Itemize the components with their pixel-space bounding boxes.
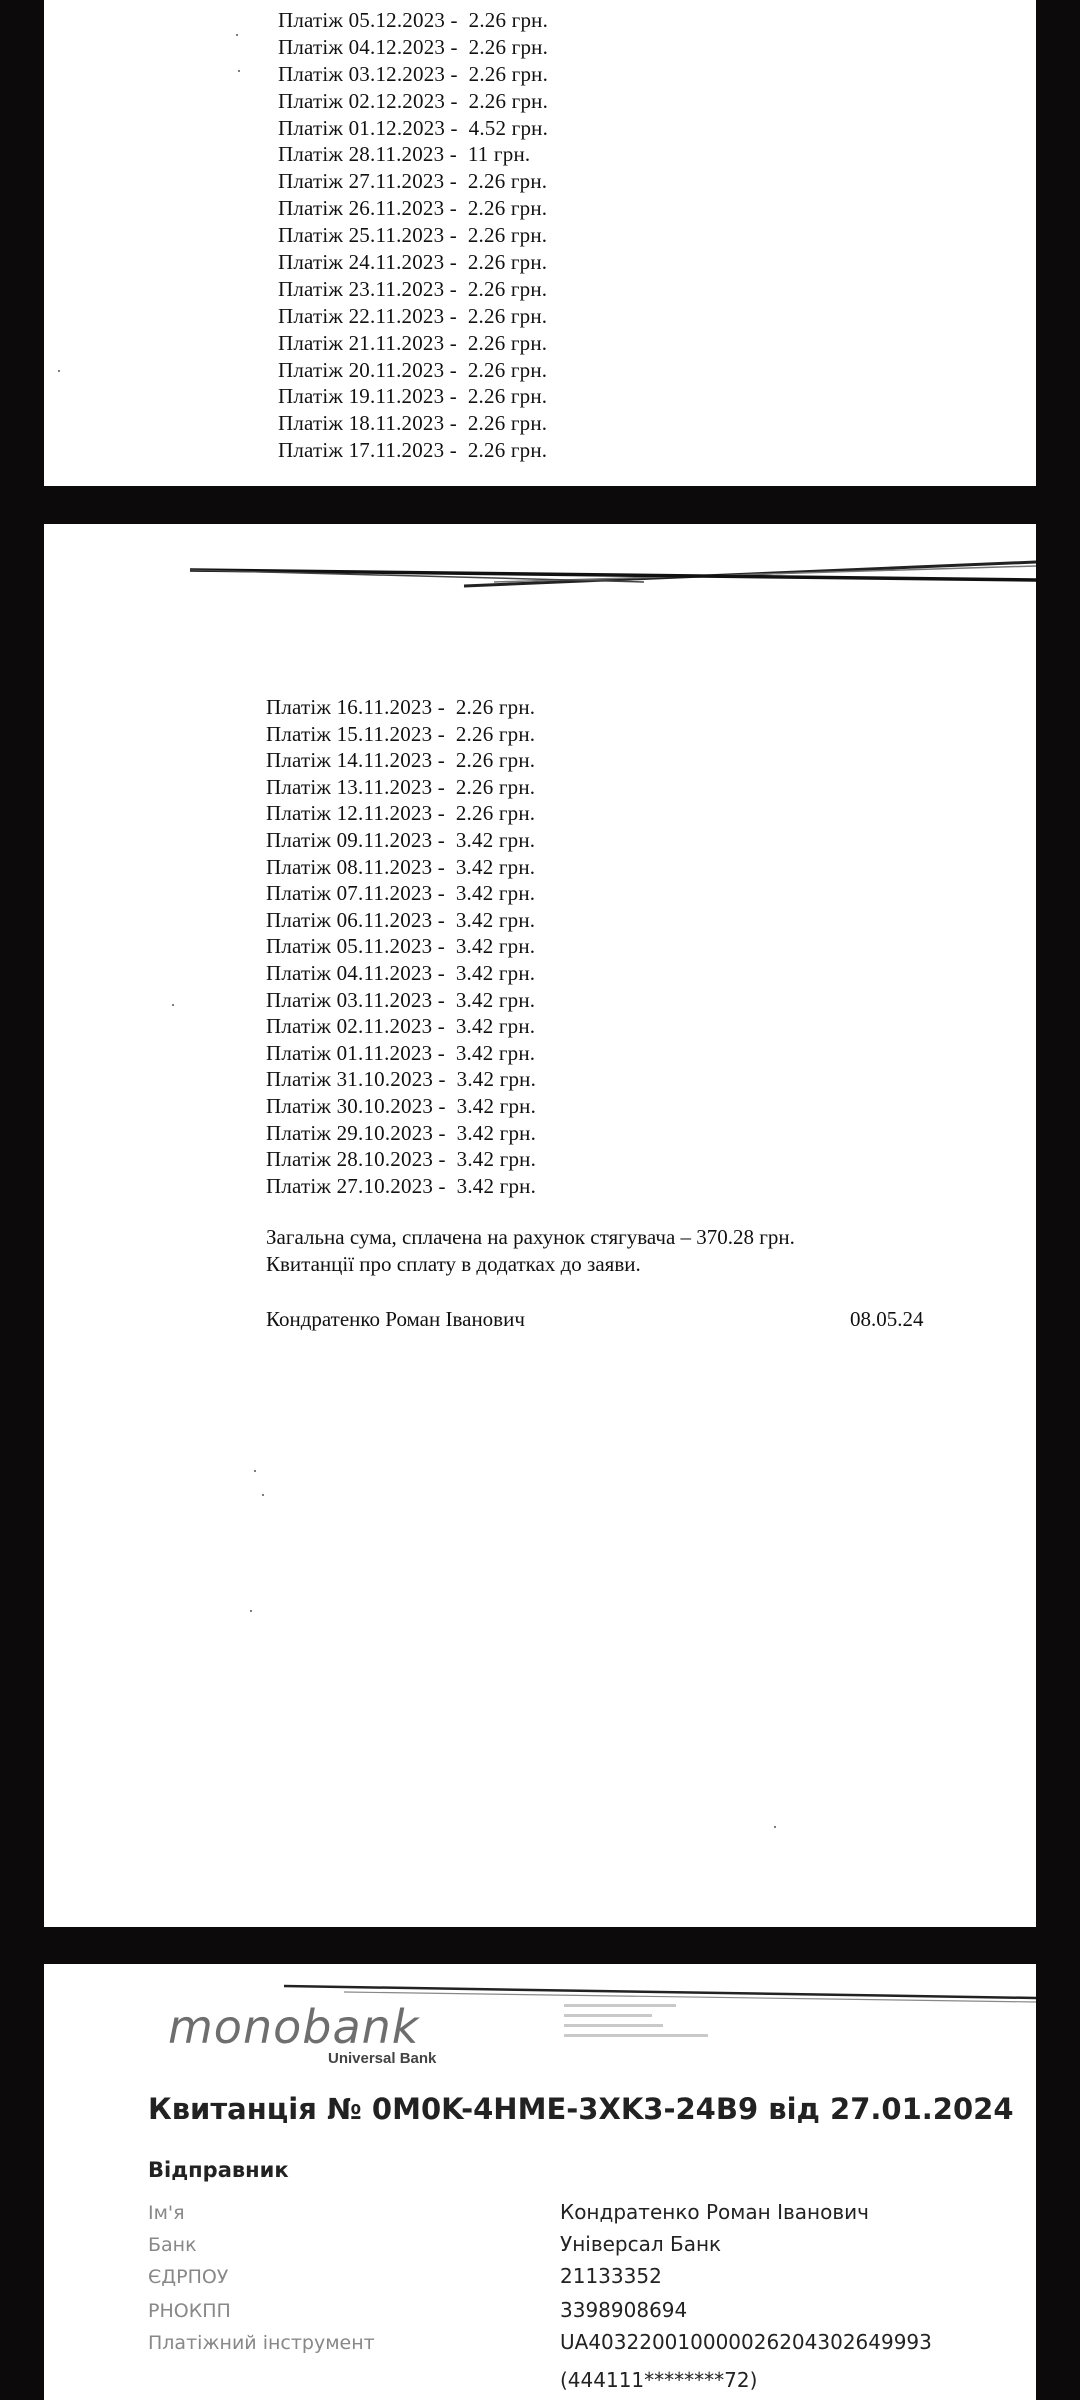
scan-speck — [238, 70, 240, 72]
sender-section-title: Відправник — [148, 2158, 289, 2182]
bank-receipt — [44, 1964, 1036, 2400]
payment-line: Платіж 01.11.2023 - 3.42 грн. — [266, 1040, 536, 1065]
faded-bank-details — [564, 2004, 724, 2044]
payment-line: Платіж 04.11.2023 - 3.42 грн. — [266, 960, 536, 985]
payment-line: Платіж 01.12.2023 - 4.52 грн. — [278, 115, 549, 140]
payment-line: Платіж 31.10.2023 - 3.42 грн. — [266, 1067, 537, 1092]
payment-line: Платіж 28.10.2023 - 3.42 грн. — [266, 1147, 537, 1172]
card-mask: (444111********72) — [560, 2368, 758, 2392]
payment-line: Платіж 04.12.2023 - 2.26 грн. — [278, 34, 549, 59]
field-label: Платіжний інструмент — [148, 2332, 375, 2354]
field-label: Ім'я — [148, 2202, 185, 2224]
payment-line: Платіж 29.10.2023 - 3.42 грн. — [266, 1120, 537, 1145]
field-value: 3398908694 — [560, 2298, 688, 2322]
scan-speck — [774, 1826, 776, 1828]
payment-line: Платіж 18.11.2023 - 2.26 грн. — [278, 411, 548, 436]
logo-subtitle: Universal Bank — [328, 2050, 437, 2067]
monobank-logo — [168, 2000, 437, 2067]
summary-block — [266, 1224, 795, 1278]
payment-line: Платіж 02.12.2023 - 2.26 грн. — [278, 88, 549, 113]
payment-line: Платіж 27.10.2023 - 3.42 грн. — [266, 1173, 537, 1198]
payment-line: Платіж 05.11.2023 - 3.42 грн. — [266, 934, 536, 959]
payment-line: Платіж 16.11.2023 - 2.26 грн. — [266, 695, 536, 719]
field-value: Універсал Банк — [560, 2232, 722, 2256]
field-label: ЄДРПОУ — [148, 2266, 229, 2288]
payment-line: Платіж 17.11.2023 - 2.26 грн. — [278, 438, 548, 463]
payment-line: Платіж 14.11.2023 - 2.26 грн. — [266, 748, 536, 773]
field-value: Кондратенко Роман Іванович — [560, 2200, 869, 2224]
payment-line: Платіж 19.11.2023 - 2.26 грн. — [278, 384, 548, 409]
signer-name: Кондратенко Роман Іванович — [266, 1307, 525, 1331]
payment-line: Платіж 06.11.2023 - 3.42 грн. — [266, 907, 536, 932]
scan-speck — [58, 370, 60, 372]
field-value: UA403220010000026204302649993 — [560, 2330, 932, 2354]
payment-line: Платіж 28.11.2023 - 11 грн. — [278, 142, 531, 167]
field-label: Банк — [148, 2234, 197, 2256]
payment-line: Платіж 08.11.2023 - 3.42 грн. — [266, 854, 536, 879]
payment-line: Платіж 23.11.2023 - 2.26 грн. — [278, 276, 548, 301]
payment-list-1 — [278, 7, 548, 464]
scan-speck — [250, 1610, 252, 1612]
scan-edge-lines — [44, 524, 1036, 594]
payment-line: Платіж 20.11.2023 - 2.26 грн. — [278, 357, 548, 382]
payment-list-2 — [266, 694, 536, 1199]
document-page-1 — [44, 0, 1036, 486]
payment-line: Платіж 26.11.2023 - 2.26 грн. — [278, 196, 548, 221]
payment-line: Платіж 21.11.2023 - 2.26 грн. — [278, 330, 548, 355]
scan-speck — [172, 1004, 174, 1006]
payment-line: Платіж 09.11.2023 - 3.42 грн. — [266, 827, 536, 852]
payment-line: Платіж 03.11.2023 - 3.42 грн. — [266, 987, 536, 1012]
field-value: 21133352 — [560, 2264, 662, 2288]
scan-speck — [254, 1470, 256, 1472]
payment-line: Платіж 07.11.2023 - 3.42 грн. — [266, 881, 536, 906]
payment-line: Платіж 13.11.2023 - 2.26 грн. — [266, 774, 536, 799]
signature-date: 08.05.24 — [850, 1307, 924, 1331]
document-page-2 — [44, 524, 1036, 1927]
payment-line: Платіж 30.10.2023 - 3.42 грн. — [266, 1093, 537, 1118]
receipt-title: Квитанція № 0M0K-4HME-3XK3-24B9 від 27.01.2024 — [148, 2092, 1014, 2126]
payment-line: Платіж 15.11.2023 - 2.26 грн. — [266, 721, 536, 746]
scan-speck — [262, 1494, 264, 1496]
total-line: Загальна сума, сплачена на рахунок стягувача – 370.28 грн. — [266, 1225, 795, 1249]
payment-line: Платіж 02.11.2023 - 3.42 грн. — [266, 1014, 536, 1039]
payment-line: Платіж 27.11.2023 - 2.26 грн. — [278, 169, 548, 194]
scan-speck — [236, 34, 238, 36]
payment-line: Платіж 03.12.2023 - 2.26 грн. — [278, 61, 549, 86]
logo-wordmark: monobank — [168, 2000, 420, 2054]
payment-line: Платіж 12.11.2023 - 2.26 грн. — [266, 801, 536, 826]
payment-line: Платіж 25.11.2023 - 2.26 грн. — [278, 223, 548, 248]
payment-line: Платіж 24.11.2023 - 2.26 грн. — [278, 250, 548, 275]
field-label: РНОКПП — [148, 2300, 231, 2322]
payment-line: Платіж 05.12.2023 - 2.26 грн. — [278, 8, 549, 32]
payment-line: Платіж 22.11.2023 - 2.26 грн. — [278, 303, 548, 328]
receipts-note: Квитанції про сплату в додатках до заяви. — [266, 1252, 641, 1276]
